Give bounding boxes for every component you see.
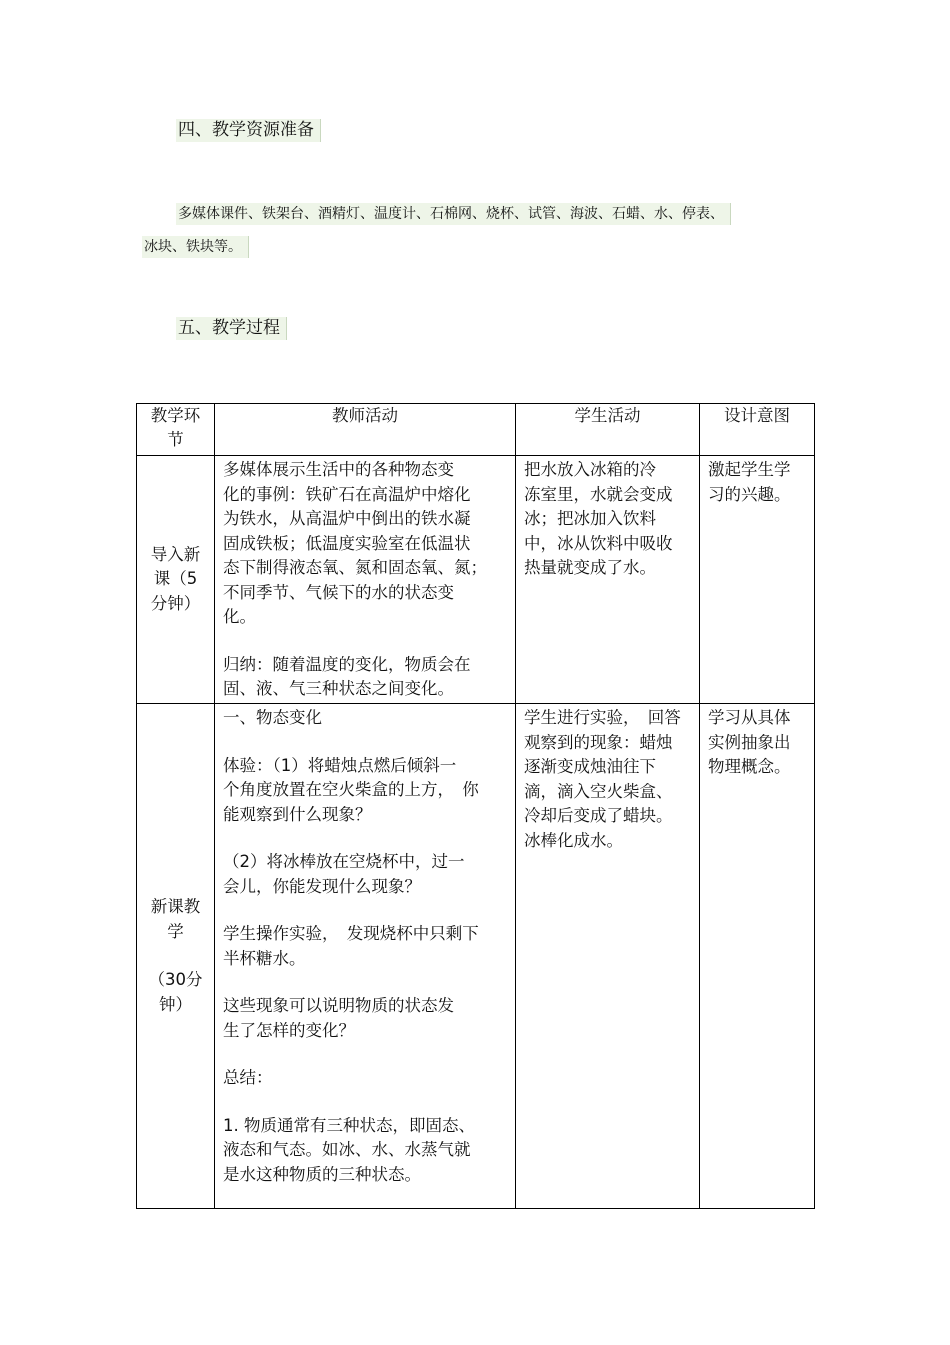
intent-cell: 激起学生学 习的兴趣。	[700, 456, 815, 704]
resources-line-2: 冰块、铁块等。	[142, 236, 249, 258]
table-row-intro	[137, 456, 815, 704]
stage-cell: 新课教 学 （30分 钟）	[137, 704, 215, 1209]
section-heading-process: 五、教学过程	[176, 317, 287, 340]
teacher-cell: 一、物态变化 体验：（1）将蜡烛点燃后倾斜一 个角度放置在空火柴盒的上方， 你 能观察到什么现象？ （2）将冰棒放在空烧杯中，过一 会儿，你能发现什么现象？ 学生操作实验， 发现烧杯中只剩下 半杯糖水。 这些现象可以说明物质的状态发 生了怎样的变化？ 总结： 1. 物质通常有三种状态，即固态、 液态和气态。如冰、水、水蒸气就 是水这种物质的三种状态。	[215, 704, 516, 1209]
teaching-process-table	[136, 403, 815, 1209]
header-student: 学生活动	[516, 404, 700, 456]
resources-line-1: 多媒体课件、铁架台、酒精灯、温度计、石棉网、烧杯、试管、海波、石蜡、水、停表、	[176, 203, 731, 225]
stage-cell: 导入新 课（5 分钟）	[137, 456, 215, 704]
teacher-cell: 多媒体展示生活中的各种物态变 化的事例：铁矿石在高温炉中熔化 为铁水，从高温炉中倒出的铁水凝 固成铁板；低温度实验室在低温状 态下制得液态氧、氮和固态氧、氮； 不同季节、气候下的水的状态变 化。 归纳：随着温度的变化，物质会在 固、液、气三种状态之间变化。	[215, 456, 516, 704]
table-header-row	[137, 404, 815, 456]
header-stage: 教学环 节	[137, 404, 215, 456]
header-teacher: 教师活动	[215, 404, 516, 456]
section-heading-resources: 四、教学资源准备	[176, 119, 321, 142]
header-intent: 设计意图	[700, 404, 815, 456]
intent-cell: 学习从具体 实例抽象出 物理概念。	[700, 704, 815, 1209]
table-row-new-lesson	[137, 704, 815, 1209]
student-cell: 学生进行实验， 回答 观察到的现象：蜡烛 逐渐变成烛油往下 滴，滴入空火柴盒、 冷却后变成了蜡块。 冰棒化成水。	[516, 704, 700, 1209]
student-cell: 把水放入冰箱的冷 冻室里，水就会变成 冰；把冰加入饮料 中，冰从饮料中吸收 热量就变成了水。	[516, 456, 700, 704]
